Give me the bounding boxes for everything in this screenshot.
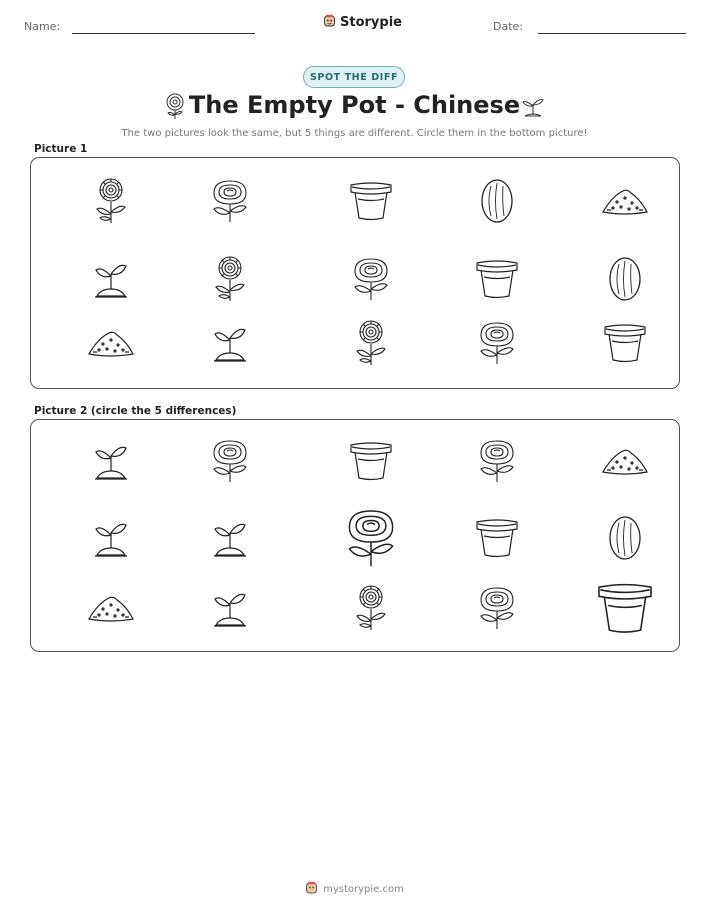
pot-item xyxy=(461,254,533,304)
seed-item xyxy=(461,176,533,226)
brand-logo xyxy=(323,13,402,32)
peony-item[interactable] xyxy=(461,582,533,634)
instructions-text: The two pictures look the same, but 5 things are different. Circle them in the bottom picture! xyxy=(121,128,588,139)
sprout-item[interactable] xyxy=(75,435,147,487)
sprout-item[interactable] xyxy=(75,512,147,564)
chrysanthemum-item[interactable] xyxy=(335,582,407,634)
peony-item xyxy=(194,176,266,226)
soil-icon xyxy=(601,186,649,216)
pot-icon xyxy=(602,323,648,363)
chrysanthemum-item xyxy=(194,254,266,304)
pot-item[interactable] xyxy=(335,435,407,487)
picture-1-panel xyxy=(30,157,680,389)
chrysanthemum-icon xyxy=(92,178,130,224)
pot-icon xyxy=(595,582,655,634)
pot-item[interactable] xyxy=(461,512,533,564)
peony-item xyxy=(335,254,407,304)
soil-icon xyxy=(87,593,135,623)
soil-item xyxy=(589,176,661,226)
peony-icon xyxy=(477,439,517,483)
chrysanthemum-item xyxy=(335,318,407,368)
soil-item[interactable] xyxy=(75,582,147,634)
peony-icon xyxy=(210,439,250,483)
peony-item[interactable] xyxy=(461,435,533,487)
sprout-item[interactable] xyxy=(194,582,266,634)
soil-item xyxy=(75,318,147,368)
sprout-icon xyxy=(212,517,248,559)
brand-name: Storypie xyxy=(340,15,402,30)
date-field-line[interactable] xyxy=(538,33,686,34)
sprout-title-icon xyxy=(520,93,546,123)
name-field-line[interactable] xyxy=(72,33,255,34)
sprout-icon xyxy=(93,517,129,559)
peony-item[interactable] xyxy=(322,503,419,573)
name-label: Name: xyxy=(24,20,61,33)
storypie-footer-icon xyxy=(305,880,318,899)
soil-icon xyxy=(601,446,649,476)
sprout-item[interactable] xyxy=(194,512,266,564)
peony-icon xyxy=(351,257,391,301)
seed-item xyxy=(589,254,661,304)
sprout-icon xyxy=(212,587,248,629)
spot-the-diff-badge: SPOT THE DIFF xyxy=(303,66,405,88)
sprout-item xyxy=(194,318,266,368)
date-label: Date: xyxy=(493,20,523,33)
peony-icon xyxy=(344,508,398,567)
chrysanthemum-icon xyxy=(352,320,390,366)
picture-2-label: Picture 2 (circle the 5 differences) xyxy=(34,405,237,417)
pot-icon xyxy=(474,259,520,299)
picture-1-label: Picture 1 xyxy=(34,143,88,155)
footer xyxy=(0,880,709,899)
peony-icon xyxy=(210,179,250,223)
soil-item[interactable] xyxy=(589,435,661,487)
seed-icon xyxy=(608,256,642,302)
storypie-mascot-icon xyxy=(323,13,336,32)
seed-icon xyxy=(480,178,514,224)
soil-icon xyxy=(87,328,135,358)
seed-icon xyxy=(608,515,642,561)
sprout-icon xyxy=(212,322,248,364)
pot-icon xyxy=(474,518,520,558)
footer-url: mystorypie.com xyxy=(323,884,404,895)
pot-icon xyxy=(348,181,394,221)
page-title: The Empty Pot - Chinese xyxy=(188,91,521,119)
peony-item xyxy=(461,318,533,368)
sprout-icon xyxy=(93,440,129,482)
chrysanthemum-icon xyxy=(352,585,390,631)
pot-item xyxy=(335,176,407,226)
pot-item[interactable] xyxy=(578,574,672,642)
sprout-item xyxy=(75,254,147,304)
pot-item xyxy=(589,318,661,368)
chrysanthemum-icon xyxy=(211,256,249,302)
sprout-icon xyxy=(93,258,129,300)
peony-icon xyxy=(477,586,517,630)
peony-icon xyxy=(477,321,517,365)
pot-icon xyxy=(348,441,394,481)
picture-2-panel[interactable] xyxy=(30,419,680,652)
seed-item[interactable] xyxy=(589,512,661,564)
chrysanthemum-item xyxy=(75,176,147,226)
peony-item[interactable] xyxy=(194,435,266,487)
